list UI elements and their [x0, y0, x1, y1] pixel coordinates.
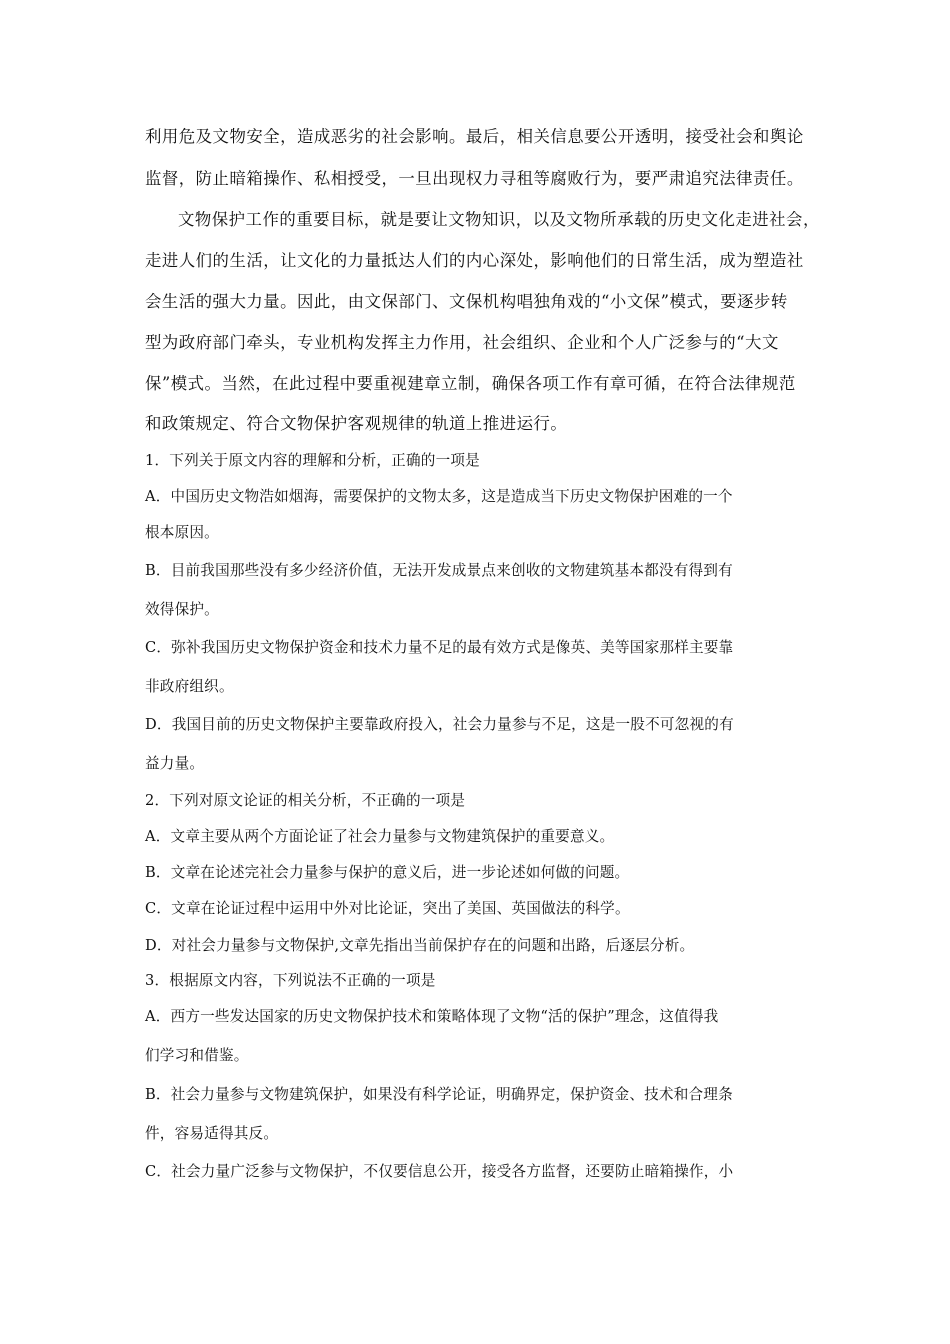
paragraph-line: 利用危及文物安全，造成恶劣的社会影响。最后，相关信息要公开透明，接受社会和舆论	[145, 127, 804, 146]
question-stem: 1．下列关于原文内容的理解和分析，正确的一项是	[145, 452, 480, 469]
option-line: C．弥补我国历史文物保护资金和技术力量不足的最有效方式是像英、美等国家那样主要靠	[145, 639, 734, 656]
option-line: A．文章主要从两个方面论证了社会力量参与文物建筑保护的重要意义。	[145, 828, 615, 845]
option-line: A．中国历史文物浩如烟海，需要保护的文物太多，这是造成当下历史文物保护困难的一个	[145, 488, 733, 505]
option-line: B．文章在论述完社会力量参与保护的意义后，进一步论述如何做的问题。	[145, 864, 630, 881]
paragraph-line: 监督，防止暗箱操作、私相授受，一旦出现权力寻租等腐败行为，要严肃追究法律责任。	[145, 169, 804, 188]
option-line: 非政府组织。	[145, 678, 234, 695]
question-stem: 2．下列对原文论证的相关分析，不正确的一项是	[145, 792, 466, 809]
paragraph-line: 和政策规定、符合文物保护客观规律的轨道上推进运行。	[145, 414, 568, 433]
paragraph-line: 保”模式。当然，在此过程中要重视建章立制，确保各项工作有章可循，在符合法律规范	[145, 374, 796, 393]
option-line: B．目前我国那些没有多少经济价值，无法开发成景点来创收的文物建筑基本都没有得到有	[145, 562, 733, 579]
option-line: D．我国目前的历史文物保护主要靠政府投入，社会力量参与不足，这是一股不可忽视的有	[145, 716, 734, 733]
option-line: C．社会力量广泛参与文物保护，不仅要信息公开，接受各方监督，还要防止暗箱操作，小	[145, 1163, 734, 1180]
option-line: A．西方一些发达国家的历史文物保护技术和策略体现了文物“活的保护”理念，这值得我	[145, 1008, 719, 1025]
option-line: 根本原因。	[145, 524, 219, 541]
option-line: 们学习和借鉴。	[145, 1047, 249, 1064]
option-line: 件，容易适得其反。	[145, 1125, 279, 1142]
paragraph-line: 型为政府部门牵头，专业机构发挥主力作用，社会组织、企业和个人广泛参与的“大文	[145, 333, 779, 352]
option-line: C．文章在论证过程中运用中外对比论证，突出了美国、英国做法的科学。	[145, 900, 630, 917]
option-line: 效得保护。	[145, 601, 219, 618]
paragraph-line: 走进人们的生活，让文化的力量抵达人们的内心深处，影响他们的日常生活，成为塑造社	[145, 251, 804, 270]
option-line: D．对社会力量参与文物保护,文章先指出当前保护存在的问题和出路，后逐层分析。	[145, 937, 695, 954]
option-line: 益力量。	[145, 755, 205, 772]
paragraph-line: 会生活的强大力量。因此，由文保部门、文保机构唱独角戏的“小文保”模式，要逐步转	[145, 292, 788, 311]
paragraph-line: 文物保护工作的重要目标，就是要让文物知识，以及文物所承载的历史文化走进社会，	[178, 210, 820, 229]
option-line: B．社会力量参与文物建筑保护，如果没有科学论证，明确界定，保护资金、技术和合理条	[145, 1086, 733, 1103]
question-stem: 3．根据原文内容，下列说法不正确的一项是	[145, 972, 436, 989]
